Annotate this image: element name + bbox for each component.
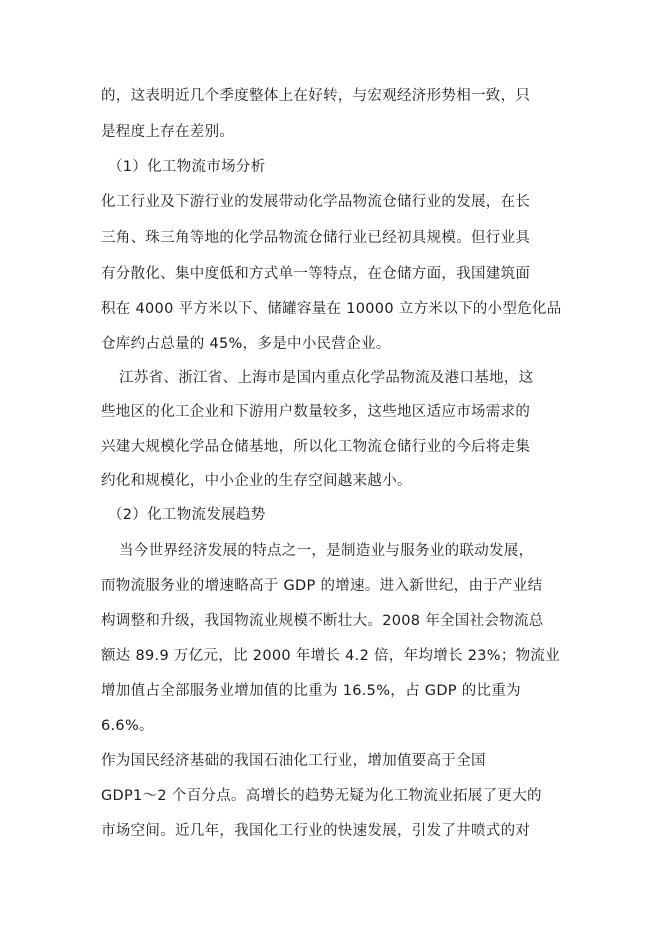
paragraph-line: 而物流服务业的增速略高于 GDP 的增速。进入新世纪，由于产业结 (101, 578, 543, 594)
paragraph-line: 化工行业及下游行业的发展带动化学品物流仓储行业的发展，在长 (101, 194, 531, 210)
paragraph-line: 作为国民经济基础的我国石油化工行业，增加值要高于全国 (101, 753, 486, 769)
section-heading-trends: （2）化工物流发展趋势 (108, 507, 266, 523)
paragraph-line: 积在 4000 平方米以下、储罐容量在 10000 立方米以下的小型危化品 (101, 301, 562, 317)
paragraph-line: 江苏省、浙江省、上海市是国内重点化学品物流及港口基地，这 (119, 370, 534, 386)
paragraph-line: 约化和规模化，中小企业的生存空间越来越小。 (101, 473, 412, 489)
paragraph-line: 构调整和升级，我国物流业规模不断壮大。2008 年全国社会物流总 (101, 613, 544, 629)
paragraph-line: 额达 89.9 万亿元，比 2000 年增长 4.2 倍，年均增长 23%；物流业 (101, 648, 561, 664)
paragraph-line: 是程度上存在差别。 (101, 124, 235, 140)
paragraph-line: 三角、珠三角等地的化学品物流仓储行业已经初具规模。但行业具 (101, 230, 531, 246)
paragraph-line: 的，这表明近几个季度整体上在好转，与宏观经济形势相一致，只 (101, 88, 531, 104)
paragraph-line: 有分散化、集中度低和方式单一等特点，在仓储方面，我国建筑面 (101, 266, 531, 282)
paragraph-line: GDP1～2 个百分点。高增长的趋势无疑为化工物流业拓展了更大的 (101, 788, 542, 804)
paragraph-line: 仓库约占总量的 45%，多是中小民营企业。 (101, 336, 391, 352)
paragraph-line: 市场空间。近几年，我国化工行业的快速发展，引发了井喷式的对 (101, 823, 531, 839)
paragraph-line: 当今世界经济发展的特点之一，是制造业与服务业的联动发展， (119, 543, 534, 559)
paragraph-line: 些地区的化工企业和下游用户数量较多，这些地区适应市场需求的 (101, 404, 531, 420)
paragraph-line: 6.6%。 (101, 718, 154, 734)
paragraph-line: 增加值占全部服务业增加值的比重为 16.5%，占 GDP 的比重为 (101, 683, 521, 699)
paragraph-line: 兴建大规模化学品仓储基地，所以化工物流仓储行业的今后将走集 (101, 439, 531, 455)
section-heading-market-analysis: （1）化工物流市场分析 (108, 159, 266, 175)
